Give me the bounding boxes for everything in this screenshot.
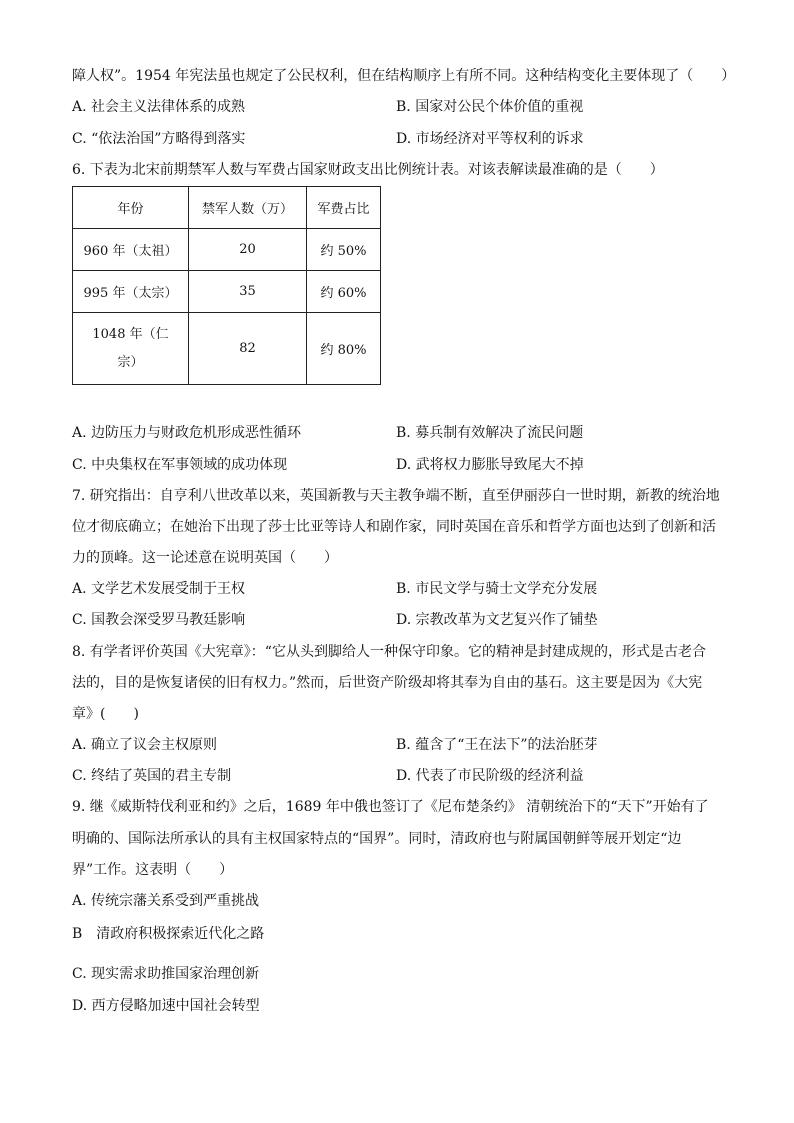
- q7-option-d: D. 宗教改革为文艺复兴作了铺垫: [396, 612, 598, 628]
- q7-stem-line2: 位才彻底确立；在她治下出现了莎士比亚等诗人和剧作家，同时英国在音乐和哲学方面也达到了创新和活: [72, 519, 716, 535]
- q9-stem-line2: 明确的、国际法所承认的具有主权国家特点的“国界”。同时，清政府也与附属国朝鲜等展开划定“边: [72, 831, 682, 847]
- q5-option-c: C. “依法治国”方略得到落实: [72, 131, 246, 147]
- table-row: [73, 271, 381, 313]
- table-cell-year-line1: 1048 年（仁: [92, 326, 169, 342]
- q9-option-b: B 清政府积极探索近代化之路: [72, 926, 265, 942]
- q7-stem-line1: 7. 研究指出：自亨利八世改革以来，英国新教与天主教争端不断，直至伊丽莎白一世时期，新教的统治地: [72, 488, 720, 504]
- table-cell-troops: 20: [189, 229, 307, 271]
- q9-option-a: A. 传统宗藩关系受到严重挑战: [72, 893, 260, 909]
- table-cell-year-line2: 宗）: [117, 354, 144, 370]
- table-cell-year: 960 年（太祖）: [73, 229, 189, 271]
- table-cell-year: 995 年（太宗）: [73, 271, 189, 313]
- q8-option-a: A. 确立了议会主权原则: [72, 737, 218, 753]
- table-cell-share: 约 60%: [307, 271, 381, 313]
- table-header-row: [73, 187, 381, 229]
- q8-stem-line1: 8. 有学者评价英国《大宪章》：“它从头到脚给人一种保守印象。它的精神是封建成规的，形式是古老合: [72, 644, 706, 660]
- q6-stats-table: [72, 186, 381, 385]
- q9-option-d: D. 西方侵略加速中国社会转型: [72, 998, 260, 1014]
- q6-option-b: B. 募兵制有效解决了流民问题: [396, 425, 584, 441]
- q8-stem-line2: 法的，目的是恢复诸侯的旧有权力。”然而，后世资产阶级却将其奉为自由的基石。这主要是因为《大宪: [72, 675, 703, 691]
- q7-stem-line3: 力的顶峰。这一论述意在说明英国（ ）: [72, 550, 338, 566]
- q6-option-a: A. 边防压力与财政危机形成恶性循环: [72, 425, 302, 441]
- q6-stem: 6. 下表为北宋前期禁军人数与军费占国家财政支出比例统计表。对该表解读最准确的是（ ）: [72, 162, 664, 178]
- q5-stem-tail: 障人权”。1954 年宪法虽也规定了公民权利，但在结构顺序上有所不同。这种结构变化主要体现了（ ）: [72, 68, 736, 84]
- q5-option-a: A. 社会主义法律体系的成熟: [72, 99, 246, 115]
- table-header-troops: 禁军人数（万）: [189, 187, 307, 229]
- q8-option-b: B. 蕴含了“王在法下”的法治胚芽: [396, 737, 598, 753]
- q8-stem-line3: 章》( ): [72, 706, 139, 722]
- table-header-military-share: 军费占比: [307, 187, 381, 229]
- table-cell-year: [73, 313, 189, 385]
- q6-option-c: C. 中央集权在军事领域的成功体现: [72, 457, 288, 473]
- table-cell-troops: 35: [189, 271, 307, 313]
- table-row: [73, 229, 381, 271]
- q7-option-a: A. 文学艺术发展受制于王权: [72, 581, 246, 597]
- q7-option-b: B. 市民文学与骑士文学充分发展: [396, 581, 598, 597]
- q6-option-d: D. 武将权力膨胀导致尾大不掉: [396, 457, 584, 473]
- table-cell-troops: 82: [189, 313, 307, 385]
- q5-option-d: D. 市场经济对平等权利的诉求: [396, 131, 584, 147]
- table-header-year: 年份: [73, 187, 189, 229]
- q9-option-c: C. 现实需求助推国家治理创新: [72, 966, 260, 982]
- q7-option-c: C. 国教会深受罗马教廷影响: [72, 612, 246, 628]
- table-row: [73, 313, 381, 385]
- table-cell-share: 约 50%: [307, 229, 381, 271]
- q5-option-b: B. 国家对公民个体价值的重视: [396, 99, 584, 115]
- q8-option-c: C. 终结了英国的君主专制: [72, 768, 232, 784]
- q9-stem-line1: 9. 继《威斯特伐利亚和约》之后，1689 年中俄也签订了《尼布楚条约》 清朝统治下的“天下”开始有了: [72, 799, 709, 815]
- q8-option-d: D. 代表了市民阶级的经济利益: [396, 768, 584, 784]
- q9-stem-line3: 界”工作。这表明（ ）: [72, 862, 234, 878]
- table-cell-share: 约 80%: [307, 313, 381, 385]
